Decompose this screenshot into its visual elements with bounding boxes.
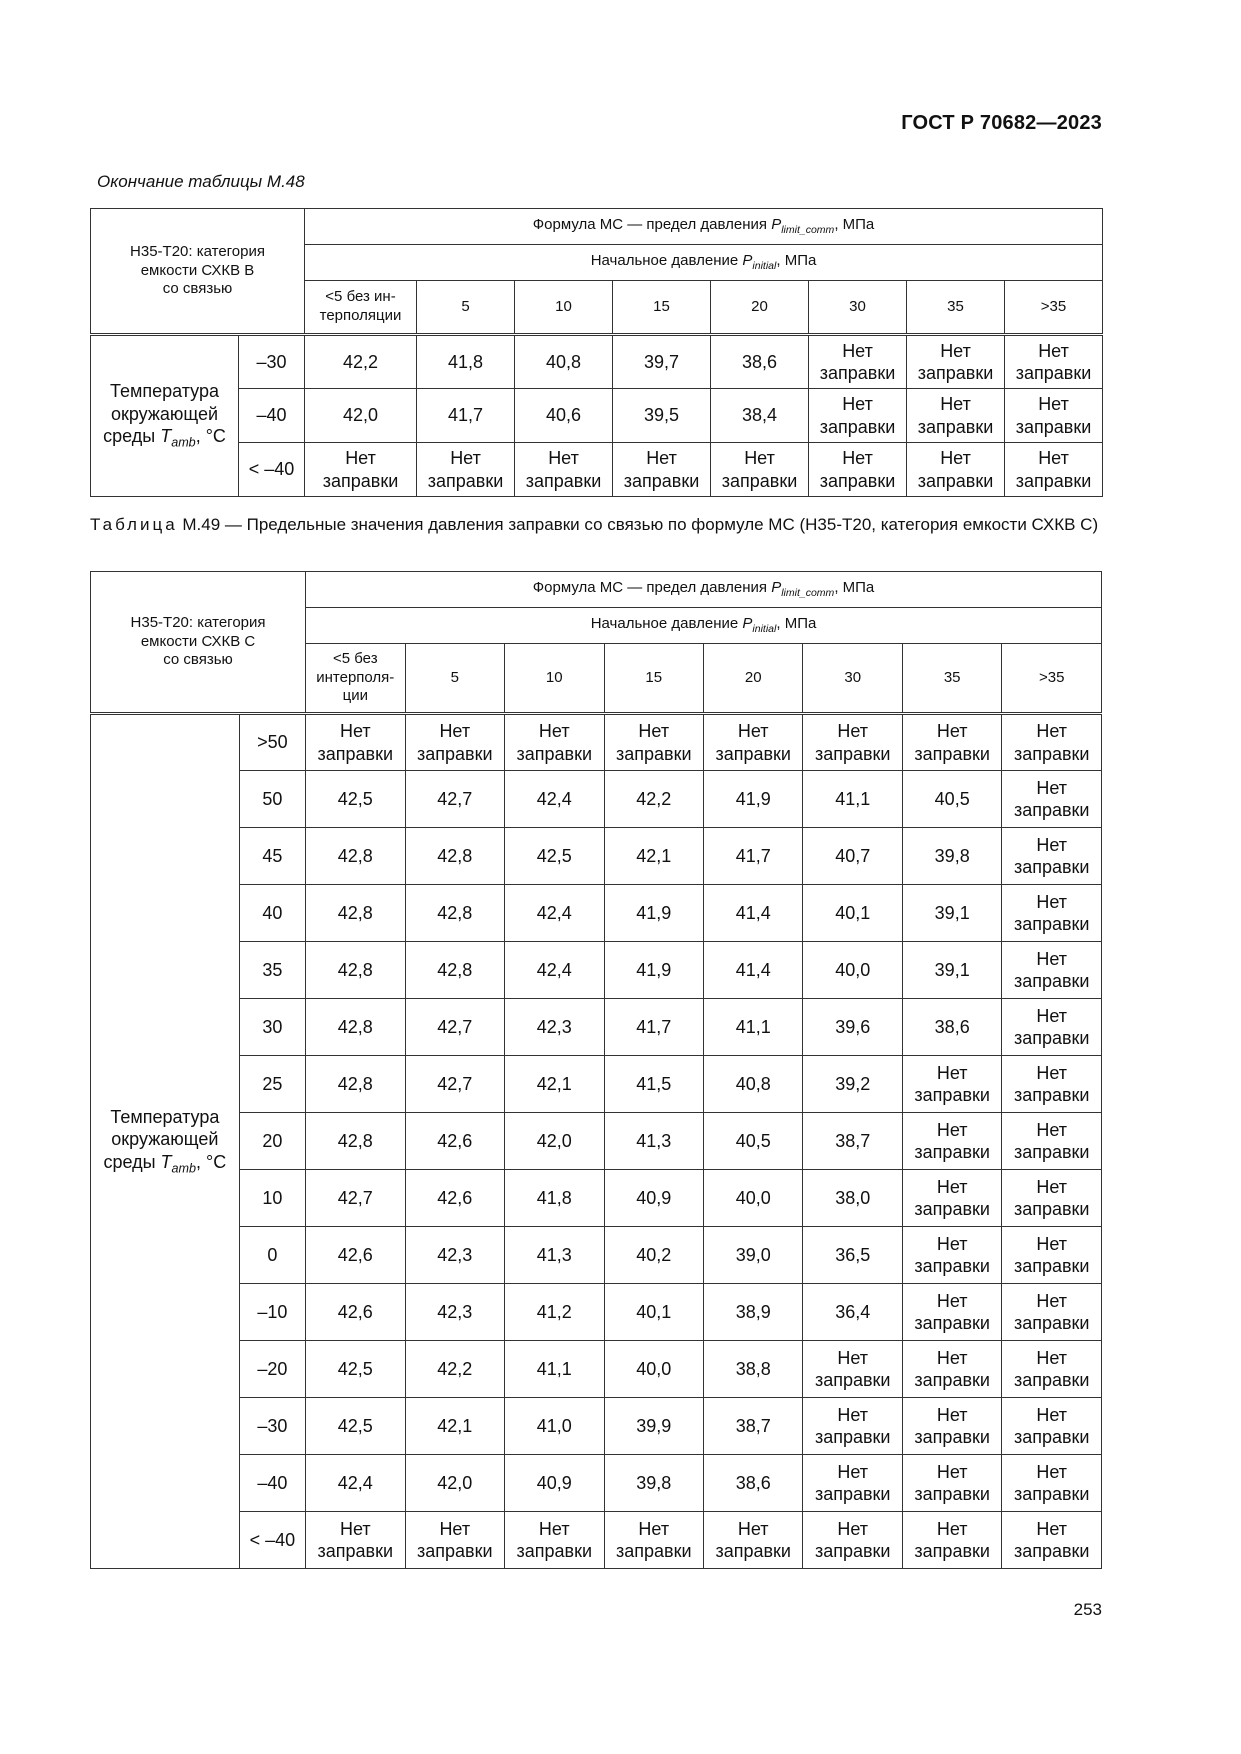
temperature-header: Температура окружающей среды $T_{amb}$, °С: [91, 335, 239, 497]
pressure-value-cell: 42,5: [306, 771, 405, 828]
no-fill-cell: Нет заправки: [902, 1056, 1001, 1113]
pressure-value-cell: 40,1: [803, 885, 902, 942]
no-fill-cell: Нет заправки: [306, 1512, 405, 1569]
no-fill-cell: Нет заправки: [1002, 1227, 1102, 1284]
pressure-value-cell: 39,2: [803, 1056, 902, 1113]
no-fill-cell: Нет заправки: [1002, 1398, 1102, 1455]
pressure-value-cell: 42,4: [505, 885, 604, 942]
no-fill-cell: Нет заправки: [803, 1398, 902, 1455]
no-fill-cell: Нет заправки: [405, 714, 504, 771]
no-fill-cell: Нет заправки: [902, 1113, 1001, 1170]
pressure-value-cell: 39,8: [604, 1455, 703, 1512]
pressure-value-cell: 41,4: [703, 942, 802, 999]
temperature-value: 0: [239, 1227, 305, 1284]
pressure-value-cell: 39,1: [902, 942, 1001, 999]
no-fill-cell: Нет заправки: [711, 443, 809, 497]
pressure-value-cell: 41,5: [604, 1056, 703, 1113]
no-fill-cell: Нет заправки: [902, 1341, 1001, 1398]
pressure-value-cell: 41,9: [604, 942, 703, 999]
no-fill-cell: Нет заправки: [1002, 1056, 1102, 1113]
pressure-value-cell: 40,0: [604, 1341, 703, 1398]
column-header: 30: [809, 281, 907, 335]
pressure-value-cell: 41,2: [505, 1284, 604, 1341]
pressure-value-cell: 41,7: [703, 828, 802, 885]
no-fill-cell: Нет заправки: [505, 1512, 604, 1569]
pressure-value-cell: 38,7: [703, 1398, 802, 1455]
pressure-value-cell: 42,1: [604, 828, 703, 885]
pressure-value-cell: 41,1: [803, 771, 902, 828]
pressure-value-cell: 42,7: [405, 1056, 504, 1113]
temperature-value: –30: [239, 1398, 305, 1455]
pressure-value-cell: 40,1: [604, 1284, 703, 1341]
standard-code: ГОСТ Р 70682—2023: [901, 112, 1102, 134]
no-fill-cell: Нет заправки: [907, 389, 1005, 443]
pressure-value-cell: 41,3: [505, 1227, 604, 1284]
pressure-value-cell: 38,4: [711, 389, 809, 443]
pressure-value-cell: 41,1: [703, 999, 802, 1056]
pressure-value-cell: 41,9: [703, 771, 802, 828]
no-fill-cell: Нет заправки: [809, 389, 907, 443]
temperature-value: –40: [239, 1455, 305, 1512]
pressure-value-cell: 38,9: [703, 1284, 802, 1341]
column-header: <5 без ин- терполяции: [305, 281, 417, 335]
temperature-value: –30: [239, 335, 305, 389]
pressure-value-cell: 42,8: [306, 1113, 405, 1170]
no-fill-cell: Нет заправки: [803, 714, 902, 771]
no-fill-cell: Нет заправки: [1002, 885, 1102, 942]
pressure-value-cell: 41,9: [604, 885, 703, 942]
no-fill-cell: Нет заправки: [405, 1512, 504, 1569]
pressure-value-cell: 42,8: [405, 942, 504, 999]
no-fill-cell: Нет заправки: [1002, 771, 1102, 828]
pressure-value-cell: 42,5: [306, 1398, 405, 1455]
table-corner-header: Н35-Т20: категория емкости СХКВ С со связью: [91, 572, 306, 714]
no-fill-cell: Нет заправки: [1002, 1113, 1102, 1170]
column-header: 30: [803, 644, 902, 714]
no-fill-cell: Нет заправки: [809, 443, 907, 497]
pressure-value-cell: 41,3: [604, 1113, 703, 1170]
no-fill-cell: Нет заправки: [1002, 714, 1102, 771]
pressure-value-cell: 39,8: [902, 828, 1001, 885]
pressure-value-cell: 42,0: [405, 1455, 504, 1512]
pressure-value-cell: 41,0: [505, 1398, 604, 1455]
table-m48-end: [90, 208, 1103, 497]
no-fill-cell: Нет заправки: [902, 1455, 1001, 1512]
column-header: 35: [902, 644, 1001, 714]
pressure-value-cell: 39,9: [604, 1398, 703, 1455]
pressure-value-cell: 40,9: [604, 1170, 703, 1227]
pressure-value-cell: 42,1: [405, 1398, 504, 1455]
pressure-value-cell: 42,7: [405, 999, 504, 1056]
temperature-value: 20: [239, 1113, 305, 1170]
column-header: 5: [405, 644, 504, 714]
temperature-header: Температура окружающей среды $T_{amb}$, °С: [91, 714, 240, 1569]
pressure-value-cell: 38,8: [703, 1341, 802, 1398]
no-fill-cell: Нет заправки: [1002, 1455, 1102, 1512]
pressure-value-cell: 42,6: [306, 1227, 405, 1284]
temperature-value: < –40: [239, 443, 305, 497]
temperature-value: 50: [239, 771, 305, 828]
table-m49: [90, 571, 1102, 1569]
pressure-value-cell: 40,8: [703, 1056, 802, 1113]
initial-pressure-header: Начальное давление $P_{initial}$, МПа: [305, 245, 1103, 281]
pressure-value-cell: 40,5: [703, 1113, 802, 1170]
initial-pressure-header: Начальное давление $P_{initial}$, МПа: [306, 608, 1102, 644]
pressure-value-cell: 42,2: [405, 1341, 504, 1398]
no-fill-cell: Нет заправки: [1002, 999, 1102, 1056]
formula-header: Формула MC — предел давления $P_{limit\_comm}$, МПа: [305, 209, 1103, 245]
pressure-value-cell: 42,8: [306, 1056, 405, 1113]
pressure-value-cell: 38,0: [803, 1170, 902, 1227]
pressure-value-cell: 42,8: [306, 828, 405, 885]
no-fill-cell: Нет заправки: [1002, 1284, 1102, 1341]
pressure-value-cell: 42,6: [306, 1284, 405, 1341]
pressure-value-cell: 40,6: [515, 389, 613, 443]
pressure-value-cell: 36,5: [803, 1227, 902, 1284]
pressure-value-cell: 40,8: [515, 335, 613, 389]
pressure-value-cell: 42,8: [405, 885, 504, 942]
no-fill-cell: Нет заправки: [1002, 942, 1102, 999]
temperature-value: 25: [239, 1056, 305, 1113]
column-header: 15: [604, 644, 703, 714]
no-fill-cell: Нет заправки: [803, 1455, 902, 1512]
pressure-value-cell: 42,3: [405, 1284, 504, 1341]
pressure-value-cell: 42,4: [306, 1455, 405, 1512]
pressure-value-cell: 42,4: [505, 942, 604, 999]
pressure-value-cell: 42,6: [405, 1170, 504, 1227]
no-fill-cell: Нет заправки: [902, 1512, 1001, 1569]
no-fill-cell: Нет заправки: [1002, 1512, 1102, 1569]
pressure-value-cell: 40,9: [505, 1455, 604, 1512]
no-fill-cell: Нет заправки: [1005, 443, 1103, 497]
pressure-value-cell: 42,5: [306, 1341, 405, 1398]
pressure-value-cell: 42,3: [505, 999, 604, 1056]
column-header: 20: [711, 281, 809, 335]
no-fill-cell: Нет заправки: [417, 443, 515, 497]
no-fill-cell: Нет заправки: [902, 1227, 1001, 1284]
no-fill-cell: Нет заправки: [604, 714, 703, 771]
no-fill-cell: Нет заправки: [604, 1512, 703, 1569]
pressure-value-cell: 41,1: [505, 1341, 604, 1398]
pressure-value-cell: 42,4: [505, 771, 604, 828]
pressure-value-cell: 39,5: [613, 389, 711, 443]
no-fill-cell: Нет заправки: [907, 335, 1005, 389]
no-fill-cell: Нет заправки: [1002, 828, 1102, 885]
pressure-value-cell: 42,8: [306, 885, 405, 942]
pressure-value-cell: 36,4: [803, 1284, 902, 1341]
pressure-value-cell: 42,8: [405, 828, 504, 885]
temperature-value: 35: [239, 942, 305, 999]
pressure-value-cell: 42,1: [505, 1056, 604, 1113]
table-corner-header: Н35-Т20: категория емкости СХКВ В со связью: [91, 209, 305, 335]
pressure-value-cell: 38,6: [902, 999, 1001, 1056]
pressure-value-cell: 42,5: [505, 828, 604, 885]
column-header: <5 без интерполя- ции: [306, 644, 405, 714]
pressure-value-cell: 39,0: [703, 1227, 802, 1284]
no-fill-cell: Нет заправки: [907, 443, 1005, 497]
pressure-value-cell: 42,8: [306, 942, 405, 999]
no-fill-cell: Нет заправки: [505, 714, 604, 771]
temperature-value: –20: [239, 1341, 305, 1398]
no-fill-cell: Нет заправки: [1005, 389, 1103, 443]
pressure-value-cell: 42,2: [604, 771, 703, 828]
no-fill-cell: Нет заправки: [1002, 1170, 1102, 1227]
pressure-value-cell: 40,0: [803, 942, 902, 999]
temperature-value: –40: [239, 389, 305, 443]
column-header: 10: [515, 281, 613, 335]
pressure-value-cell: 42,2: [305, 335, 417, 389]
no-fill-cell: Нет заправки: [703, 1512, 802, 1569]
column-header: 20: [703, 644, 802, 714]
column-header: >35: [1002, 644, 1102, 714]
pressure-value-cell: 42,8: [306, 999, 405, 1056]
no-fill-cell: Нет заправки: [902, 714, 1001, 771]
pressure-value-cell: 42,7: [306, 1170, 405, 1227]
column-header: 5: [417, 281, 515, 335]
pressure-value-cell: 41,8: [505, 1170, 604, 1227]
pressure-value-cell: 39,6: [803, 999, 902, 1056]
pressure-value-cell: 41,7: [604, 999, 703, 1056]
pressure-value-cell: 38,6: [703, 1455, 802, 1512]
no-fill-cell: Нет заправки: [703, 714, 802, 771]
no-fill-cell: Нет заправки: [1005, 335, 1103, 389]
no-fill-cell: Нет заправки: [1002, 1341, 1102, 1398]
temperature-value: 10: [239, 1170, 305, 1227]
no-fill-cell: Нет заправки: [809, 335, 907, 389]
pressure-value-cell: 38,7: [803, 1113, 902, 1170]
pressure-value-cell: 39,1: [902, 885, 1001, 942]
no-fill-cell: Нет заправки: [902, 1170, 1001, 1227]
formula-header: Формула MC — предел давления $P_{limit\_comm}$, МПа: [306, 572, 1102, 608]
no-fill-cell: Нет заправки: [305, 443, 417, 497]
pressure-value-cell: 40,0: [703, 1170, 802, 1227]
pressure-value-cell: 39,7: [613, 335, 711, 389]
temperature-value: >50: [239, 714, 305, 771]
no-fill-cell: Нет заправки: [515, 443, 613, 497]
column-header: 10: [505, 644, 604, 714]
no-fill-cell: Нет заправки: [902, 1398, 1001, 1455]
column-header: 15: [613, 281, 711, 335]
no-fill-cell: Нет заправки: [803, 1341, 902, 1398]
pressure-value-cell: 42,7: [405, 771, 504, 828]
pressure-value-cell: 41,4: [703, 885, 802, 942]
no-fill-cell: Нет заправки: [803, 1512, 902, 1569]
no-fill-cell: Нет заправки: [613, 443, 711, 497]
temperature-value: –10: [239, 1284, 305, 1341]
pressure-value-cell: 40,2: [604, 1227, 703, 1284]
pressure-value-cell: 40,7: [803, 828, 902, 885]
column-header: >35: [1005, 281, 1103, 335]
page-number: 253: [1073, 1600, 1102, 1619]
pressure-value-cell: 41,7: [417, 389, 515, 443]
temperature-value: < –40: [239, 1512, 305, 1569]
pressure-value-cell: 42,6: [405, 1113, 504, 1170]
pressure-value-cell: 41,8: [417, 335, 515, 389]
temperature-value: 30: [239, 999, 305, 1056]
pressure-value-cell: 42,3: [405, 1227, 504, 1284]
column-header: 35: [907, 281, 1005, 335]
temperature-value: 45: [239, 828, 305, 885]
continuation-label: Окончание таблицы М.48: [97, 172, 305, 191]
no-fill-cell: Нет заправки: [902, 1284, 1001, 1341]
temperature-value: 40: [239, 885, 305, 942]
pressure-value-cell: 42,0: [305, 389, 417, 443]
pressure-value-cell: 42,0: [505, 1113, 604, 1170]
table-m49-title: Таблица М.49 — Предельные значения давления заправки со связью по формуле MC (Н35-Т20, категория емкости СХКВ С): [90, 515, 1099, 534]
no-fill-cell: Нет заправки: [306, 714, 405, 771]
pressure-value-cell: 40,5: [902, 771, 1001, 828]
pressure-value-cell: 38,6: [711, 335, 809, 389]
